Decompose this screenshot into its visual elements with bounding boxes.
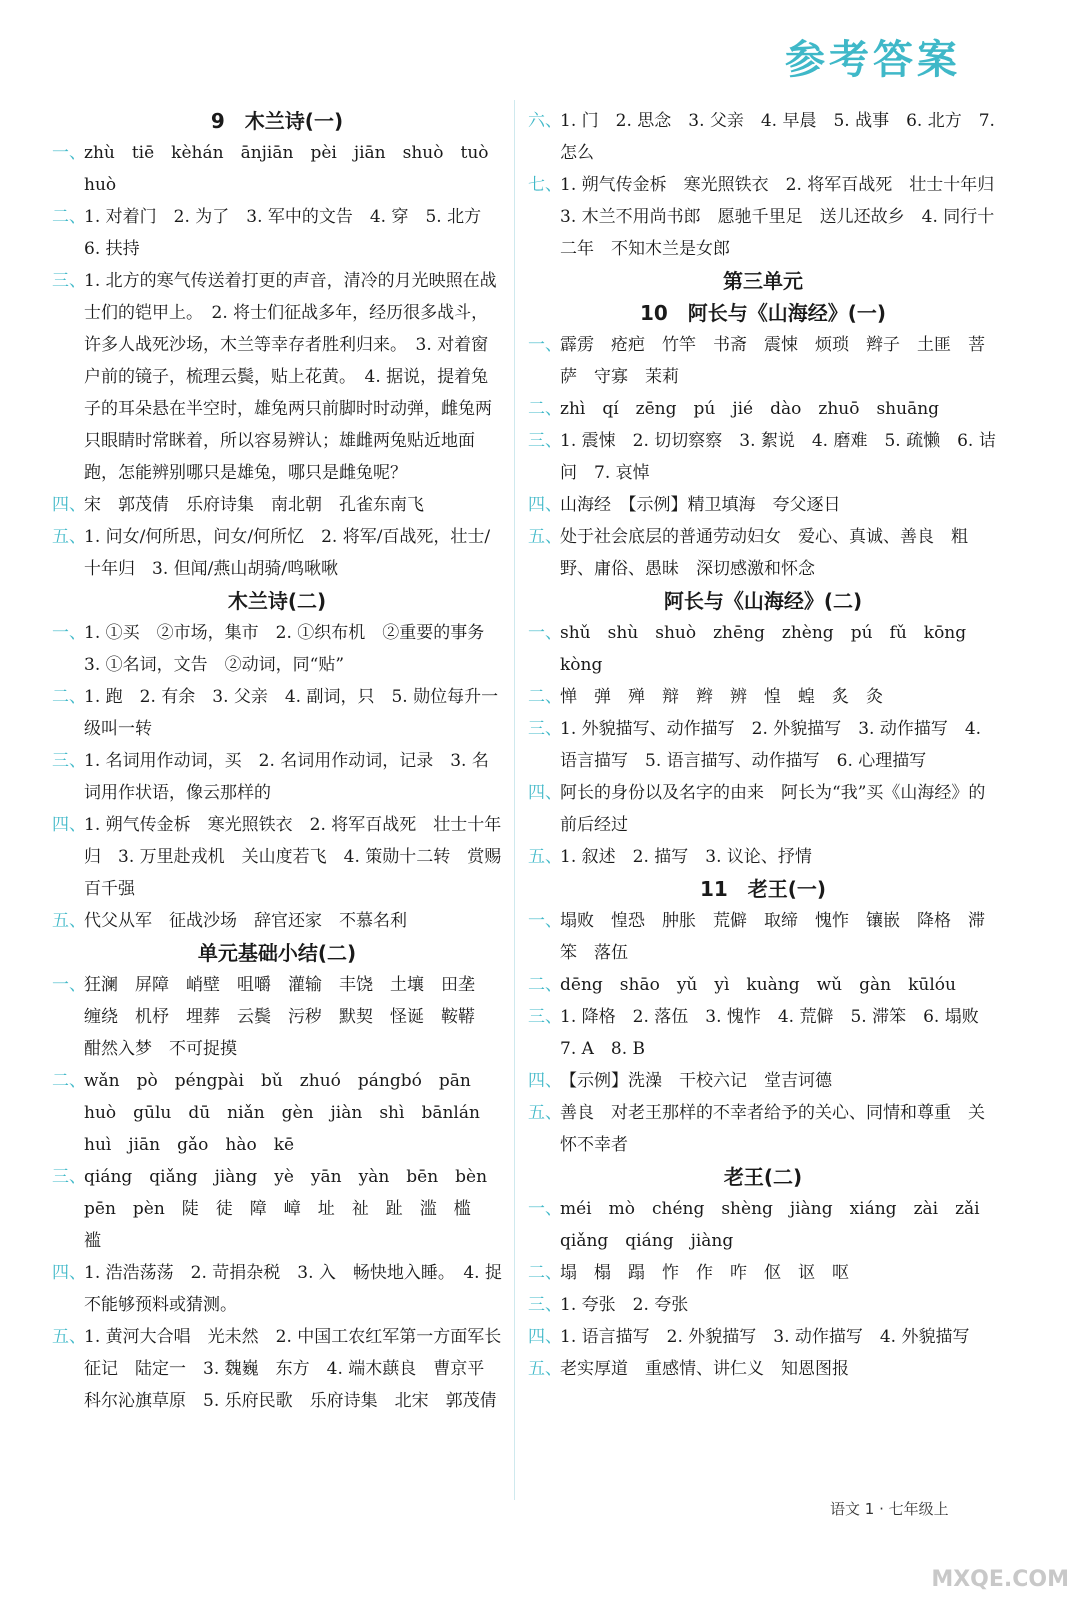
answer-row bbox=[52, 617, 502, 681]
answer-row bbox=[52, 969, 502, 1065]
question-number: 三、 bbox=[52, 271, 86, 291]
answer-text: 1. ①买 ②市场，集市 2. ①织布机 ②重要的事务 3. ①名词，文告 ②动词，同“贴” bbox=[84, 623, 502, 675]
answer-row bbox=[52, 1065, 502, 1161]
answer-text: 1. 外貌描写、动作描写 2. 外貌描写 3. 动作描写 4. 语言描写 5. 语言描写、动作描写 6. 心理描写 bbox=[560, 719, 982, 771]
answer-row bbox=[528, 713, 998, 777]
answer-row bbox=[528, 1321, 998, 1353]
answer-row bbox=[528, 105, 998, 169]
answer-text: 善良 对老王那样的不幸者给予的关心、同情和尊重 关怀不幸者 bbox=[560, 1103, 985, 1155]
answer-text: 1. 语言描写 2. 外貌描写 3. 动作描写 4. 外貌描写 bbox=[560, 1327, 970, 1347]
answer-text: 代父从军 征战沙场 辞官还家 不慕名利 bbox=[84, 911, 407, 931]
answer-row bbox=[528, 841, 998, 873]
answer-text: 惮 弹 殚 辩 辫 辨 惶 蝗 炙 灸 bbox=[560, 687, 883, 707]
question-number: 四、 bbox=[528, 783, 562, 803]
answer-text: 1. 问女/何所思，问女/何所忆 2. 将军/百战死，壮士/十年归 3. 但闻/燕山胡骑/鸣啾啾 bbox=[84, 527, 491, 579]
answer-row bbox=[52, 201, 502, 265]
question-number: 二、 bbox=[52, 207, 86, 227]
answer-text: 处于社会底层的普通劳动妇女 爱心、真诚、善良 粗野、庸俗、愚昧 深切感激和怀念 bbox=[560, 527, 968, 579]
section-title: 11 老王(一) bbox=[699, 877, 827, 901]
page-footer: 语文 1 · 七年级上 bbox=[830, 1500, 949, 1518]
answer-text: 1. 震悚 2. 切切察察 3. 絮说 4. 磨难 5. 疏懒 6. 诘问 7. 哀悼 bbox=[560, 431, 996, 483]
answer-row bbox=[52, 137, 506, 201]
answer-section bbox=[528, 297, 998, 585]
question-number: 四、 bbox=[528, 495, 562, 515]
answer-text: 1. 夸张 2. 夸张 bbox=[560, 1295, 689, 1315]
answer-text: wǎn pò péngpài bǔ zhuó pángbó pān huò gūlu dū niǎn gèn jiàn shì bānlán huì jiān gǎo hào kē bbox=[84, 1071, 497, 1155]
page-title: 参考答案 bbox=[785, 37, 961, 83]
section-title: 阿长与《山海经》(二) bbox=[663, 589, 863, 613]
column-divider bbox=[514, 100, 515, 1500]
question-number: 四、 bbox=[52, 495, 86, 515]
answer-text: 塌 榻 蹋 怍 作 咋 伛 讴 呕 bbox=[560, 1263, 849, 1283]
answer-row bbox=[528, 1001, 998, 1065]
question-number: 四、 bbox=[528, 1071, 562, 1091]
section-title: 单元基础小结(二) bbox=[197, 941, 357, 965]
answer-text: shǔ shù shuò zhēng zhèng pú fǔ kōng kòng bbox=[560, 623, 984, 675]
answer-row bbox=[528, 617, 998, 681]
watermark-logo: MXQE.COM bbox=[931, 1567, 1069, 1592]
answer-row bbox=[528, 1193, 998, 1257]
question-number: 五、 bbox=[528, 1103, 562, 1123]
answer-text: 【示例】洗澡 干校六记 堂吉诃德 bbox=[560, 1071, 832, 1091]
section-title: 第三单元 bbox=[723, 269, 803, 293]
answer-text: 阿长的身份以及名字的由来 阿长为“我”买《山海经》的前后经过 bbox=[560, 783, 986, 835]
answer-section bbox=[528, 873, 998, 1161]
question-number: 三、 bbox=[52, 751, 86, 771]
answer-text: méi mò chéng shèng jiàng xiáng zài zǎi qiǎng qiáng jiàng bbox=[560, 1199, 997, 1251]
question-number: 二、 bbox=[528, 687, 562, 707]
answer-text: 1. 浩浩荡荡 2. 苛捐杂税 3. 入 畅快地入睡。 4. 捉 不能够预料或猜测。 bbox=[84, 1263, 519, 1315]
answer-row bbox=[528, 1353, 998, 1385]
answer-row bbox=[528, 329, 998, 393]
question-number: 三、 bbox=[528, 431, 562, 451]
answer-row bbox=[528, 489, 998, 521]
question-number: 五、 bbox=[528, 1359, 562, 1379]
question-number: 三、 bbox=[528, 1295, 562, 1315]
question-number: 三、 bbox=[528, 1007, 562, 1027]
question-number: 三、 bbox=[528, 719, 562, 739]
question-number: 二、 bbox=[528, 1263, 562, 1283]
answer-text: zhù tiē kèhán ānjiān pèi jiān shuò tuò huò bbox=[84, 143, 506, 195]
answer-row bbox=[528, 1097, 998, 1161]
answer-row bbox=[52, 265, 502, 489]
answer-row bbox=[528, 681, 998, 713]
answer-row bbox=[528, 1065, 998, 1097]
answer-row bbox=[52, 1321, 502, 1417]
section-title: 木兰诗(二) bbox=[227, 589, 327, 613]
question-number: 五、 bbox=[528, 847, 562, 867]
section-title: 9 木兰诗(一) bbox=[210, 109, 344, 133]
answer-section bbox=[52, 105, 506, 585]
answer-row bbox=[528, 425, 998, 489]
question-number: 五、 bbox=[52, 911, 86, 931]
answer-text: 宋 郭茂倩 乐府诗集 南北朝 孔雀东南飞 bbox=[84, 495, 424, 515]
answer-text: 1. 跑 2. 有余 3. 父亲 4. 副词，只 5. 勋位每升一级叫一转 bbox=[84, 687, 499, 739]
answer-text: 霹雳 疮疤 竹竿 书斋 震悚 烦琐 辫子 土匪 菩萨 守寡 茉莉 bbox=[560, 335, 985, 387]
question-number: 二、 bbox=[528, 399, 562, 419]
answer-row bbox=[528, 777, 998, 841]
answer-row bbox=[52, 745, 502, 809]
question-number: 四、 bbox=[528, 1327, 562, 1347]
answer-section bbox=[528, 105, 1012, 265]
answer-row bbox=[528, 1257, 998, 1289]
question-number: 一、 bbox=[528, 335, 562, 355]
answer-text: 老实厚道 重感情、讲仁义 知恩图报 bbox=[560, 1359, 849, 1379]
question-number: 一、 bbox=[52, 143, 86, 163]
question-number: 四、 bbox=[52, 815, 86, 835]
answer-text: zhì qí zēng pú jié dào zhuō shuāng bbox=[560, 399, 940, 419]
answer-section bbox=[52, 937, 519, 1417]
answer-text: 1. 朔气传金柝 寒光照铁衣 2. 将军百战死 壮士十年归 3. 木兰不用尚书郎 愿驰千里足 送儿还故乡 4. 同行十二年 不知木兰是女郎 bbox=[560, 175, 1012, 259]
answer-text: 1. 降格 2. 落伍 3. 愧怍 4. 荒僻 5. 滞笨 6. 塌败 7. A 8. B bbox=[560, 1007, 996, 1059]
question-number: 二、 bbox=[528, 975, 562, 995]
answer-text: 1. 门 2. 思念 3. 父亲 4. 早晨 5. 战事 6. 北方 7. 怎么 bbox=[560, 111, 995, 163]
answer-row bbox=[52, 681, 502, 745]
question-number: 二、 bbox=[52, 1071, 86, 1091]
answer-section bbox=[528, 265, 998, 297]
answer-row bbox=[52, 809, 502, 905]
answer-row bbox=[528, 521, 998, 585]
answer-text: 1. 北方的寒气传送着打更的声音，清冷的月光映照在战士们的铠甲上。 2. 将士们征战多年，经历很多战斗，许多人战死沙场，木兰等幸存者胜利归来。 3. 对着窗户前的镜子，梳理云鬓，贴上花黄。 4. 据说，提着兔子的耳朵悬在半空时，雄兔两只前脚时时动弹，雌兔两只眼睛时常眯着，所以容易辨认；雄雌两兔贴近地面跑，怎能辨别哪只是雄兔，哪只是雌兔呢？ bbox=[84, 271, 497, 483]
answer-row bbox=[528, 169, 1012, 265]
question-number: 四、 bbox=[52, 1263, 86, 1283]
question-number: 一、 bbox=[528, 911, 562, 931]
question-number: 五、 bbox=[528, 527, 562, 547]
right-column bbox=[528, 105, 1012, 1385]
question-number: 五、 bbox=[52, 527, 86, 547]
section-title: 10 阿长与《山海经》(一) bbox=[639, 301, 887, 325]
question-number: 六、 bbox=[528, 111, 562, 131]
question-number: 一、 bbox=[528, 623, 562, 643]
answer-text: 1. 朔气传金柝 寒光照铁衣 2. 将军百战死 壮士十年归 3. 万里赴戎机 关山度若飞 4. 策勋十二转 赏赐百千强 bbox=[84, 815, 502, 899]
answer-section bbox=[52, 585, 502, 937]
question-number: 一、 bbox=[528, 1199, 562, 1219]
question-number: 一、 bbox=[52, 975, 86, 995]
answer-row bbox=[52, 489, 502, 521]
answer-text: 1. 对着门 2. 为了 3. 军中的文告 4. 穿 5. 北方 6. 扶持 bbox=[84, 207, 499, 259]
question-number: 七、 bbox=[528, 175, 562, 195]
answer-row bbox=[528, 905, 998, 969]
answer-row bbox=[528, 393, 998, 425]
answer-text: 1. 名词用作动词，买 2. 名词用作动词，记录 3. 名词用作状语，像云那样的 bbox=[84, 751, 489, 803]
question-number: 五、 bbox=[52, 1327, 86, 1347]
answer-row bbox=[52, 905, 502, 937]
answer-text: 狂澜 屏障 峭壁 咀嚼 灌输 丰饶 土壤 田垄 缠绕 机杼 埋葬 云鬓 污秽 默契 怪诞 鞍鞯 酣然入梦 不可捉摸 bbox=[84, 975, 492, 1059]
answer-text: 山海经 【示例】精卫填海 夸父逐日 bbox=[560, 495, 841, 515]
answer-text: dēng shāo yǔ yì kuàng wǔ gàn kūlóu bbox=[560, 975, 956, 995]
answer-row bbox=[52, 521, 502, 585]
answer-section bbox=[528, 1161, 998, 1385]
question-number: 三、 bbox=[52, 1167, 86, 1187]
section-title: 老王(二) bbox=[723, 1165, 803, 1189]
answer-text: 塌败 惶恐 肿胀 荒僻 取缔 愧怍 镶嵌 降格 滞笨 落伍 bbox=[560, 911, 985, 963]
answer-text: 1. 叙述 2. 描写 3. 议论、抒情 bbox=[560, 847, 812, 867]
answer-row bbox=[528, 1289, 998, 1321]
left-column bbox=[52, 105, 519, 1417]
answer-text: 1. 黄河大合唱 光未然 2. 中国工农红军第一方面军长征记 陆定一 3. 魏巍 东方 4. 端木蕻良 曹京平 科尔沁旗草原 5. 乐府民歌 乐府诗集 北宋 郭茂倩 bbox=[84, 1327, 502, 1411]
answer-row bbox=[528, 969, 998, 1001]
question-number: 二、 bbox=[52, 687, 86, 707]
answer-text: qiáng qiǎng jiàng yè yān yàn bēn bèn pēn pèn 陡 徒 障 嶂 址 祉 趾 滥 槛 褴 bbox=[84, 1167, 505, 1251]
answer-row bbox=[52, 1161, 505, 1257]
answer-row bbox=[52, 1257, 519, 1321]
question-number: 一、 bbox=[52, 623, 86, 643]
answer-section bbox=[528, 585, 998, 873]
